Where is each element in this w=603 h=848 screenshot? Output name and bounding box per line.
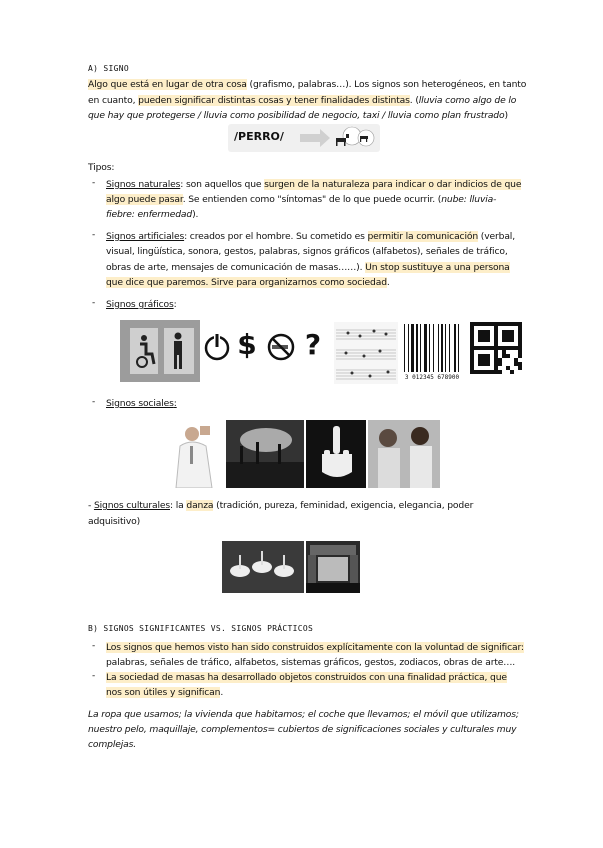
highlight: La sociedad de masas ha desarrollado objetos construidos con una finalidad práctica, que <box>106 672 507 683</box>
text: : la <box>170 500 187 511</box>
bullet: - <box>92 230 96 240</box>
highlight: nos son útiles y significan <box>106 687 221 698</box>
highlight: surgen de la naturaleza para indicar o dar indicios de que <box>264 179 522 190</box>
highlight: algo puede pasar <box>106 194 183 205</box>
culturales-line-1 <box>88 498 522 514</box>
intro-italic: que hay que protegerse / lluvia como posibilidad de negocio, taxi / lluvia como plan frustrado <box>88 110 505 121</box>
section-b-item-1-line-1 <box>106 640 524 656</box>
middle-finger-gesture-photo <box>306 420 366 488</box>
sociales-line <box>106 396 177 412</box>
intro-text: ) <box>504 110 508 121</box>
bullet: - <box>92 178 96 188</box>
highlight: que dice que paremos. Sirve para organizarnos como sociedad <box>106 277 387 288</box>
text: ). <box>192 209 199 220</box>
highlight: Un stop sustituye a una persona <box>365 262 510 273</box>
graficos-line <box>106 297 177 313</box>
naturales-line-2 <box>106 192 496 208</box>
highlight: permitir la comunicación <box>367 231 479 242</box>
no-smoking-icon <box>266 332 296 362</box>
theater-photo <box>306 541 360 593</box>
concert-crowd-photo <box>226 420 304 488</box>
barcode-icon <box>400 322 464 374</box>
text: : <box>173 398 177 409</box>
intro-line-2 <box>88 93 516 109</box>
section-b-heading: B) SIGNOS SIGNIFICANTES VS. SIGNOS PRÁCTICOS <box>88 624 314 633</box>
section-b-item-2-line-1 <box>106 670 507 686</box>
text: : creados por el hombre. Su cometido es <box>184 231 368 242</box>
barcode-number: 3 012345 678900 <box>404 374 460 381</box>
qr-code-icon <box>470 322 522 374</box>
bullet: - <box>92 298 96 308</box>
text: : <box>173 299 177 310</box>
sheet-music-icon <box>334 322 398 384</box>
women-talking-photo <box>368 420 440 488</box>
sociales-title: Signos sociales <box>106 398 174 409</box>
naturales-title: Signos naturales <box>106 179 181 190</box>
text: . Se entienden como "síntomas" de lo que puede ocurrir. ( <box>182 194 442 205</box>
text: (tradición, pureza, feminidad, exigencia, elegancia, poder <box>213 500 474 511</box>
graficos-title: Signos gráficos <box>106 299 174 310</box>
text: - <box>88 500 94 511</box>
intro-italic: lluvia como algo de lo <box>418 95 517 106</box>
intro-text: en cuanto, <box>88 95 139 106</box>
ballet-photo <box>222 541 304 593</box>
text: : son aquellos que <box>180 179 265 190</box>
perro-sign-image <box>228 124 380 152</box>
power-icon <box>202 332 232 362</box>
bullet: - <box>92 641 96 651</box>
restroom-icon <box>120 320 200 382</box>
text: . <box>220 687 224 698</box>
text: . <box>386 277 390 288</box>
section-b-item-1-line-2: palabras, señales de tráfico, alfabetos, sistemas gráficos, gestos, zodiacos, obras de arte…. <box>106 657 516 668</box>
highlight: danza <box>186 500 214 511</box>
bullet: - <box>92 397 96 407</box>
section-a-heading: A) SIGNO <box>88 64 129 73</box>
artificiales-title: Signos artificiales <box>106 231 185 242</box>
dollar-icon: $ <box>237 328 257 361</box>
culturales-line-2: adquisitivo) <box>88 516 141 527</box>
intro-highlight: pueden significar distintas cosas y tener finalidades distintas <box>138 95 410 106</box>
text: (verbal, <box>478 231 515 242</box>
intro-line-3 <box>88 108 508 124</box>
restroom-sign-image <box>120 320 200 382</box>
intro-text: (grafismo, palabras…). Los signos son heterogéneos, en tanto <box>246 79 527 90</box>
section-b-item-2-line-2 <box>106 685 223 701</box>
italic: fiebre: enfermedad <box>106 209 193 220</box>
artificiales-line-3 <box>106 260 510 276</box>
arrow-dogs-icon <box>300 126 378 150</box>
artificiales-line-4 <box>106 275 390 291</box>
bullet: - <box>92 671 96 681</box>
intro-highlight: Algo que está en lugar de otra cosa <box>88 79 247 90</box>
italic: nube: lluvia- <box>441 194 497 205</box>
tipos-label: Tipos: <box>88 162 115 173</box>
closing-line-3: complejas. <box>88 739 137 750</box>
text: obras de arte, mensajes de comunicación de masas……). <box>106 262 366 273</box>
pope-photo <box>162 420 224 488</box>
naturales-line-1 <box>106 177 521 193</box>
culturales-title: Signos culturales <box>93 500 171 511</box>
naturales-line-3 <box>106 207 198 223</box>
artificiales-line-2: visual, lingüística, sonora, gestos, palabras, signos gráficos (alfabetos), señales de tráfico, <box>106 246 508 257</box>
artificiales-line-1 <box>106 229 515 245</box>
barcode-image <box>400 322 464 384</box>
question-mark-icon: ? <box>304 328 322 361</box>
perro-label: /PERRO/ <box>234 130 284 143</box>
closing-line-2: nuestro pelo, maquillaje, complementos= cubiertos de significaciones sociales y culturales muy <box>88 724 517 735</box>
intro-text: . ( <box>409 95 419 106</box>
closing-line-1: La ropa que usamos; la vivienda que habitamos; el coche que llevamos; el móvil que utilizamos; <box>88 709 519 720</box>
intro-line-1 <box>88 77 526 93</box>
highlight: Los signos que hemos visto han sido construidos explícitamente con la voluntad de significar: <box>106 642 524 653</box>
